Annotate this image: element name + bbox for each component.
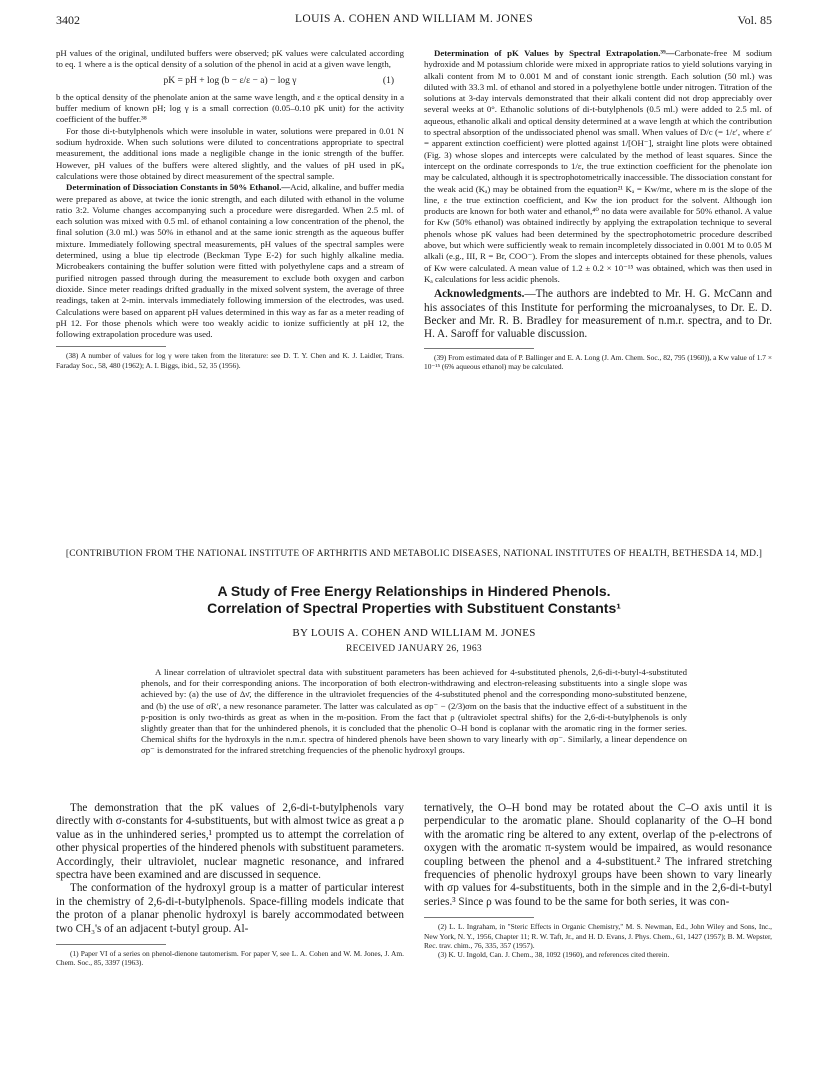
volume-number: Vol. 85 bbox=[737, 13, 772, 27]
footnote: (3) K. U. Ingold, Can. J. Chem., 38, 1092 (1960), and references cited therein. bbox=[438, 950, 670, 960]
running-header bbox=[56, 13, 772, 31]
paragraph-text: Carbonate-free M sodium hydroxide and M potassium chloride were mixed in appropriate ratios to yield solutions varying in alkali content from M to 0.001 M and of constant ionic strength. Each solution (50 ml.) was diluted with 33.3 ml. of ethanol and stored in a polyethylene bottle under nitrogen. Titration of the solutions at 3-day intervals demonstrated that their alkali content did not drop appreciably over several weeks at 0°. Ethanolic solutions of di-t-butylphenols (0.5 ml.) were added to 2.5 ml. of aqueous, ethanolic alkali and optical density determined at a wave length at which the contribution to spectral absorption of the undissociated phenol was small. When values of D/c (= 1/ε′, where ε′ = apparent extinction coefficient) were plotted against 1/[OH⁻], straight line plots were obtained (Fig. 3) whose slopes and intercepts were calculated by the method of least squares. Since the intercept on the ordinate corresponds to 1/ε, the true extinction coefficient for the phenolate ion may be calculated, although it is spectrophotometrically inaccessible. The dissociation constant for the weak acid (Kₐ) may be obtained from the equation²¹ Kₐ = Kw/mε, where m is the slope of the line, ε the true extinction coefficient, and Kw the ion product for the solvent. Although ion products are known for both water and ethanol,⁴⁰ no data were available for 50% ethanol. A value for Kw (50% ethanol) was obtained indirectly by applying the extrapolation technique to several phenols whose pK values had been determined by the spectrophotometric procedure described above, but which were sufficiently weak to remain incompletely dissociated in 0.001 M to 0.05 M alkali (e.g., III, R = Br, COO⁻). From the slopes and intercepts obtained for these phenols, values of Kw were calculated. A mean value of 1.2 ± 0.2 × 10⁻¹⁵ was obtained, which was then used in Kₐ calculations for less acidic phenols. bbox=[424, 48, 772, 284]
acknowledgments-heading: Acknowledgments. bbox=[434, 288, 525, 301]
footnote: (2) L. L. Ingraham, in "Steric Effects in Organic Chemistry," M. S. Newman, Ed., John Wiley and Sons, Inc., New York, N. Y., 1956, Chapter 11; R. W. Taft, Jr., and H. D. Evans, J. Phys. Chem., 61, 1427 (1957); B. M. Wepster, Rec. trav. chim., 76, 335, 357 (1957). bbox=[424, 922, 772, 951]
acknowledgments-text: —The authors are indebted to Mr. H. G. McCann and his associates of this Institute for performing the microanalyses, to Dr. E. D. Becker and Mr. R. B. Bradley for measurement of n.m.r. spectra, and to Dr. H. A. Saroff for valuable discussion. bbox=[424, 288, 772, 341]
abstract bbox=[141, 667, 687, 757]
abstract-text: A linear correlation of ultraviolet spectral data with substituent parameters has been achieved for 4-substituted phenols, 2,6-di-t-butyl-4-substituted phenols, and for their corresponding anions. The incorporation of both electron-withdrawing and electron-releasing substituents into a single slope was achieved by: (a) the use of Δν̄, the difference in the ultraviolet frequencies of the 4-substituted phenol and the corresponding mono-substituted benzene, and (b) the use of σR′, a new resonance parameter. The latter was calculated as σp⁻ − (2/3)σm on the basis that the inductive effect of a substituent in the p-position is only two-thirds as great as when in the m-position. From the fact that ρ (ultraviolet spectral shifts) for the 2,6-di-t-butylphenols is only slightly greater than that for the unhindered phenols, it is concluded that the phenolic O–H bond is coplanar with the aromatic ring in the former series. Chemical shifts for the hydroxyls in the n.m.r. spectra of hindered phenols have been shown to vary linearly with σp⁻. Similarly, a linear dependence on σp⁻ is demonstrated for the infrared stretching frequencies of the phenolic hydroxyl groups. bbox=[141, 667, 687, 756]
footnote-rule bbox=[424, 348, 534, 349]
paragraph: b the optical density of the phenolate anion at the same wave length, and ε the optical density in a buffer medium of known pH; log γ is a small correction (0.05–0.10 pK unit) for the activity coefficient of the buffer.³⁸ bbox=[56, 91, 404, 125]
contribution-line: [CONTRIBUTION FROM THE NATIONAL INSTITUTE OF ARTHRITIS AND METABOLIC DISEASES, NATIONAL INSTITUTES OF HEALTH, BETHESDA 14, MD.] bbox=[65, 549, 763, 559]
body-right-column bbox=[424, 802, 772, 960]
page-number: 3402 bbox=[56, 13, 80, 27]
paragraph: The demonstration that the pK values of 2,6-di-t-butylphenols vary directly with σ-constants for 4-substituents, but with almost twice as great a ρ value as in the unhindered series,¹ prompted us to attempt the correlation of other physical properties of the hindered phenols with substituent parameters. Accordingly, their ultraviolet, nuclear magnetic resonance, and infrared spectra have been examined and are discussed in sequence. bbox=[56, 802, 404, 882]
footnote-rule bbox=[424, 917, 534, 918]
footnote: (38) A number of values for log γ were taken from the literature: see D. T. Y. Chen and K. J. Laidler, Trans. Faraday Soc., 58, 480 (1962); A. I. Biggs, ibid., 52, 35 (1956). bbox=[56, 351, 404, 370]
section-heading: Determination of Dissociation Constants in 50% Ethanol.— bbox=[66, 182, 291, 193]
paragraph: ternatively, the O–H bond may be rotated about the C–O axis until it is perpendicular to the aromatic plane. Should coplanarity of the O–H bond with the aromatic ring be altered to any extent, overlap of the p-electrons of oxygen with the aromatic π-system would be impaired, as would resonance coupling between the phenol and a 4-substituent.² The infrared stretching frequencies of phenolic hydroxyl groups have been shown to vary linearly with σp values for 4-substituents, both in the simple and in the 2,6-di-t-butyl series.³ Since ρ was found to be the same for both series, it was con- bbox=[424, 802, 772, 908]
equation-text: pK = pH + log (b − ε/ε − a) − log γ bbox=[163, 75, 297, 86]
footnote: (39) From estimated data of P. Ballinger and E. A. Long (J. Am. Chem. Soc., 82, 795 (1960)), a Kw value of 1.7 × 10⁻¹⁵ (6% aqueous ethanol) may be calculated. bbox=[424, 352, 772, 372]
received-date: RECEIVED JANUARY 26, 1963 bbox=[346, 644, 482, 654]
title-line: A Study of Free Energy Relationships in Hindered Phenols. bbox=[217, 583, 611, 599]
footnote-rule bbox=[56, 944, 166, 945]
paragraph: For those di-t-butylphenols which were insoluble in water, solutions were prepared in 0.01 N sodium hydroxide. When such solutions were diluted to concentrations appropriate to spectral measurement, the additional ions made a negligible change in the ionic strength of the buffer. However, pH values of the buffers were altered slightly, and the values of pH used in pKₐ calculations were those obtained by direct measurement of the spectral sample. bbox=[56, 125, 404, 181]
running-title: LOUIS A. COHEN AND WILLIAM M. JONES bbox=[294, 13, 534, 25]
section-heading: Determination of pK Values by Spectral Extrapolation.³⁹— bbox=[434, 48, 675, 58]
article-title bbox=[56, 583, 772, 617]
paragraph-text: Acid, alkaline, and buffer media were prepared as above, at twice the ionic strength, and each diluted with ethanol in the volume ratio 3:2. Volume changes accompanying such a procedure were disregarded. When 2.5 ml. of each solution was mixed with 0.5 ml. of ethanol containing a low concentration of the phenol, the final solution (3.0 ml.) was 50% in ethanol and at the same ionic strength as the aqueous buffer mixture. Immediately following spectral measurements, pH values of the spectral samples were determined, using a blue tip electrode (Beckman Type E-2) for such highly alkaline media. Microbeakers containing the buffer solution were fitted with polyethylene caps and a stream of purified nitrogen passed through during the measurement to exclude both oxygen and carbon dioxide. Since meter readings drifted gradually in the mixed solvent system, the average of three readings, taken at 2-min. intervals immediately following immersion of the electrodes, was used. Calculations were based on apparent pH values determined in this way as far as a meter reading of pH 12. For those phenols which were too weakly acidic to ionize sufficiently at pH 12, the following extrapolation procedure was used. bbox=[56, 182, 404, 340]
equation bbox=[56, 76, 404, 87]
left-column bbox=[56, 48, 404, 370]
paragraph: The conformation of the hydroxyl group is a matter of particular interest in the chemistry of 2,6-di-t-butylphenols. Space-filling models indicate that the proton of a planar phenolic hydroxyl is barely accommodated between two CH₃'s of an adjacent t-butyl group. Al- bbox=[56, 882, 404, 935]
footnote-rule bbox=[56, 346, 166, 347]
body-left-column bbox=[56, 802, 404, 968]
right-column bbox=[424, 48, 772, 372]
title-line: Correlation of Spectral Properties with Substituent Constants¹ bbox=[207, 600, 621, 616]
byline: BY LOUIS A. COHEN AND WILLIAM M. JONES bbox=[292, 627, 536, 639]
equation-number: (1) bbox=[382, 75, 394, 86]
paragraph: pH values of the original, undiluted buffers were observed; pK values were calculated according to eq. 1 where a is the optical density of a solution of the phenol in acid at a given wave length, bbox=[56, 48, 404, 70]
footnote: (1) Paper VI of a series on phenol-dienone tautomerism. For paper V, see L. A. Cohen and W. M. Jones, J. Am. Chem. Soc., 85, 3397 (1963). bbox=[56, 949, 404, 968]
